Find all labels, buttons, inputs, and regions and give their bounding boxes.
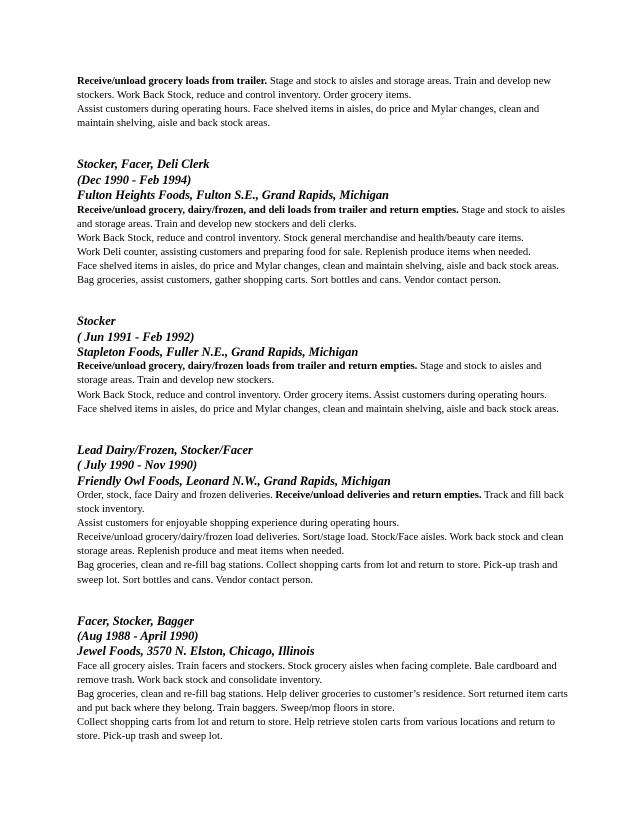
job-company: Fulton Heights Foods, Fulton S.E., Grand Rapids, Michigan bbox=[77, 188, 389, 203]
job-dates: ( Jun 1991 - Feb 1992) bbox=[77, 329, 195, 344]
job-description bbox=[77, 274, 568, 288]
duty-text: Assist customers for enjoyable shopping experience during operating hours. bbox=[77, 518, 400, 530]
duty-text: Stage and stock to aisles and storage areas. Train and develop new stockers. bbox=[77, 361, 542, 387]
job-section bbox=[77, 75, 568, 131]
duty-text: Assist customers during operating hours. Face shelved items in aisles, do price and Mylar changes, clean and maintain shelving, aisle and back stock areas. bbox=[77, 104, 540, 130]
duty-highlight: Receive/unload deliveries and return empties. bbox=[275, 489, 482, 501]
duty-text: Bag groceries, clean and re-fill bag stations. Help deliver groceries to customer’s residence. Sort returned item carts and put back where they belong. Train baggers. Sweep/mop floors in store. bbox=[77, 689, 568, 715]
duty-text: Face shelved items in aisles, do price and Mylar changes, clean and maintain shelving, aisle and back stock areas. bbox=[77, 260, 559, 272]
duty-text: Collect shopping carts from lot and return to store. Help retrieve stolen carts from various locations and return to store. Pick-up trash and sweep lot. bbox=[77, 717, 556, 743]
job-section bbox=[77, 443, 568, 588]
job-description bbox=[77, 204, 568, 232]
job-description bbox=[77, 559, 568, 587]
job-description bbox=[77, 403, 568, 417]
duty-text: Bag groceries, clean and re-fill bag stations. Collect shopping carts from lot and return to store. Pick-up trash and sweep lot. Sort bottles and cans. Vendor contact person. bbox=[77, 560, 558, 586]
job-title: Stocker bbox=[77, 314, 116, 329]
job-description bbox=[77, 716, 568, 744]
job-description bbox=[77, 531, 568, 559]
job-dates: (Aug 1988 - April 1990) bbox=[77, 629, 199, 644]
job-company: Jewel Foods, 3570 N. Elston, Chicago, Illinois bbox=[77, 644, 315, 659]
job-title: Stocker, Facer, Deli Clerk bbox=[77, 157, 210, 172]
duty-text: Work Back Stock, reduce and control inventory. Order grocery items. Assist customers during operating hours. bbox=[77, 389, 547, 401]
job-description bbox=[77, 660, 568, 688]
job-description bbox=[77, 360, 568, 388]
duty-highlight: Receive/unload grocery, dairy/frozen, and deli loads from trailer and return empties. bbox=[77, 204, 459, 216]
duty-text: Receive/unload grocery/dairy/frozen load deliveries. Sort/stage load. Stock/Face aisles. Work back stock and clean storage areas. Replenish produce and meat items when needed. bbox=[77, 532, 564, 558]
job-description bbox=[77, 489, 568, 517]
job-description bbox=[77, 260, 568, 274]
duty-highlight: Receive/unload grocery loads from trailer. bbox=[77, 76, 268, 87]
duty-text: Order, stock, face Dairy and frozen deliveries. bbox=[77, 489, 276, 501]
duty-text: Face shelved items in aisles, do price and Mylar changes, clean and maintain shelving, aisle and back stock areas. bbox=[77, 403, 559, 415]
job-section bbox=[77, 614, 568, 745]
job-title: Lead Dairy/Frozen, Stocker/Facer bbox=[77, 442, 253, 457]
job-section bbox=[77, 157, 568, 288]
duty-text: Track and fill back stock inventory. bbox=[77, 489, 564, 516]
job-description bbox=[77, 246, 568, 260]
job-description bbox=[77, 232, 568, 246]
job-company: Friendly Owl Foods, Leonard N.W., Grand Rapids, Michigan bbox=[77, 473, 391, 488]
duty-text: Work Back Stock, reduce and control inventory. Stock general merchandise and health/beauty care items. bbox=[77, 232, 524, 244]
job-dates: ( July 1990 - Nov 1990) bbox=[77, 458, 198, 473]
job-section bbox=[77, 314, 568, 417]
job-description bbox=[77, 103, 568, 131]
duty-text: Face all grocery aisles. Train facers and stockers. Stock grocery aisles when facing complete. Bale cardboard and remove trash. Work back stock and consolidate inventory. bbox=[77, 660, 557, 686]
duty-text: Bag groceries, assist customers, gather shopping carts. Sort bottles and cans. Vendor contact person. bbox=[77, 275, 502, 287]
duty-text: Stage and stock to aisles and storage areas. Train and develop new stockers. Work Back Stock, reduce and control inventory. Order grocery items. bbox=[77, 76, 552, 102]
duty-text: Work Deli counter, assisting customers and preparing food for sale. Replenish produce items when needed. bbox=[77, 246, 531, 258]
job-dates: (Dec 1990 - Feb 1994) bbox=[77, 172, 192, 187]
job-description bbox=[77, 389, 568, 403]
job-company: Stapleton Foods, Fuller N.E., Grand Rapids, Michigan bbox=[77, 344, 359, 359]
duty-highlight: Receive/unload grocery, dairy/frozen loads from trailer and return empties. bbox=[77, 361, 418, 373]
job-description bbox=[77, 517, 568, 531]
job-description bbox=[77, 75, 568, 103]
job-description bbox=[77, 688, 568, 716]
job-title: Facer, Stocker, Bagger bbox=[77, 613, 195, 628]
duty-text: Stage and stock to aisles and storage areas. Train and develop new stockers and deli clerks. bbox=[77, 204, 566, 230]
